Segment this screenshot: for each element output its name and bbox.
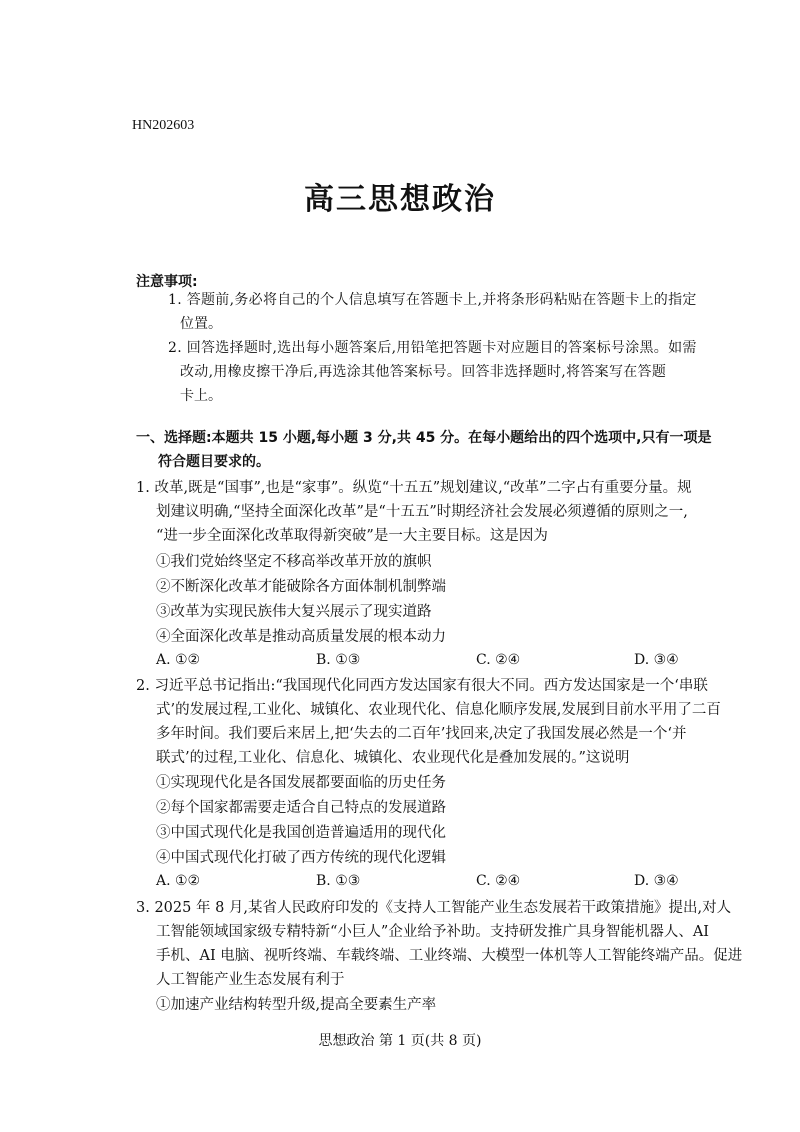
option-a[interactable]: A. ①② bbox=[156, 873, 201, 889]
notice-heading: 注意事项: bbox=[136, 274, 198, 290]
exam-code: HN202603 bbox=[132, 118, 195, 133]
question-stem: 1. 改革,既是“国事”,也是“家事”。纵览“十五五”规划建议,“改革”二字占有重要分量。规 bbox=[136, 480, 692, 496]
statement-item: ③中国式现代化是我国创造普遍适用的现代化 bbox=[156, 825, 446, 841]
page-footer: 思想政治 第 1 页(共 8 页) bbox=[318, 1033, 482, 1049]
page-title: 高三思想政治 bbox=[304, 182, 496, 217]
option-b[interactable]: B. ①③ bbox=[316, 873, 361, 889]
question-stem: 人工智能产业生态发展有利于 bbox=[156, 972, 345, 988]
question-stem: 3. 2025 年 8 月,某省人民政府印发的《支持人工智能产业生态发展若干政策措施》提出,对人 bbox=[136, 900, 732, 916]
question-stem: 划建议明确,“坚持全面深化改革”是“十五五”时期经济社会发展必须遵循的原则之一, bbox=[156, 504, 688, 520]
option-c[interactable]: C. ②④ bbox=[476, 873, 521, 889]
statement-item: ①实现现代化是各国发展都要面临的历史任务 bbox=[156, 775, 446, 791]
question-stem: 工智能领域国家级专精特新“小巨人”企业给予补助。支持研发推广具身智能机器人、AI bbox=[156, 924, 710, 940]
notice-line: 1. 答题前,务必将自己的个人信息填写在答题卡上,并将条形码粘贴在答题卡上的指定 bbox=[168, 292, 697, 308]
option-d[interactable]: D. ③④ bbox=[634, 652, 679, 668]
option-d[interactable]: D. ③④ bbox=[634, 873, 679, 889]
statement-item: ③改革为实现民族伟大复兴展示了现实道路 bbox=[156, 604, 432, 620]
option-c[interactable]: C. ②④ bbox=[476, 652, 521, 668]
statement-item: ④全面深化改革是推动高质量发展的根本动力 bbox=[156, 629, 446, 645]
question-stem: 多年时间。我们要后来居上,把‘失去的二百年’找回来,决定了我国发展必然是一个‘并 bbox=[156, 726, 687, 742]
question-stem: “进一步全面深化改革取得新突破”是一大主要目标。这是因为 bbox=[156, 528, 548, 544]
option-b[interactable]: B. ①③ bbox=[316, 652, 361, 668]
section-heading-cont: 符合题目要求的。 bbox=[158, 454, 270, 470]
notice-line: 2. 回答选择题时,选出每小题答案后,用铅笔把答题卡对应题目的答案标号涂黑。如需 bbox=[168, 340, 697, 356]
statement-item: ①我们党始终坚定不移高举改革开放的旗帜 bbox=[156, 554, 432, 570]
notice-line: 改动,用橡皮擦干净后,再选涂其他答案标号。回答非选择题时,将答案写在答题 bbox=[180, 364, 667, 380]
notice-line: 位置。 bbox=[180, 316, 222, 332]
statement-item: ②不断深化改革才能破除各方面体制机制弊端 bbox=[156, 579, 446, 595]
statement-item: ②每个国家都需要走适合自己特点的发展道路 bbox=[156, 800, 446, 816]
notice-line: 卡上。 bbox=[180, 388, 222, 404]
statement-item: ④中国式现代化打破了西方传统的现代化逻辑 bbox=[156, 850, 446, 866]
question-stem: 手机、AI 电脑、视听终端、车载终端、工业终端、大模型一体机等人工智能终端产品。促进 bbox=[156, 948, 743, 964]
question-stem: 2. 习近平总书记指出:“我国现代化同西方发达国家有很大不同。西方发达国家是一个‘串联 bbox=[136, 678, 708, 694]
statement-item: ①加速产业结构转型升级,提高全要素生产率 bbox=[156, 997, 437, 1013]
question-stem: 式’的发展过程,工业化、城镇化、农业现代化、信息化顺序发展,发展到目前水平用了二百 bbox=[156, 702, 721, 718]
option-a[interactable]: A. ①② bbox=[156, 652, 201, 668]
question-stem: 联式’的过程,工业化、信息化、城镇化、农业现代化是叠加发展的。”这说明 bbox=[156, 750, 630, 766]
section-heading: 一、选择题:本题共 15 小题,每小题 3 分,共 45 分。在每小题给出的四个选项中,只有一项是 bbox=[136, 430, 712, 446]
